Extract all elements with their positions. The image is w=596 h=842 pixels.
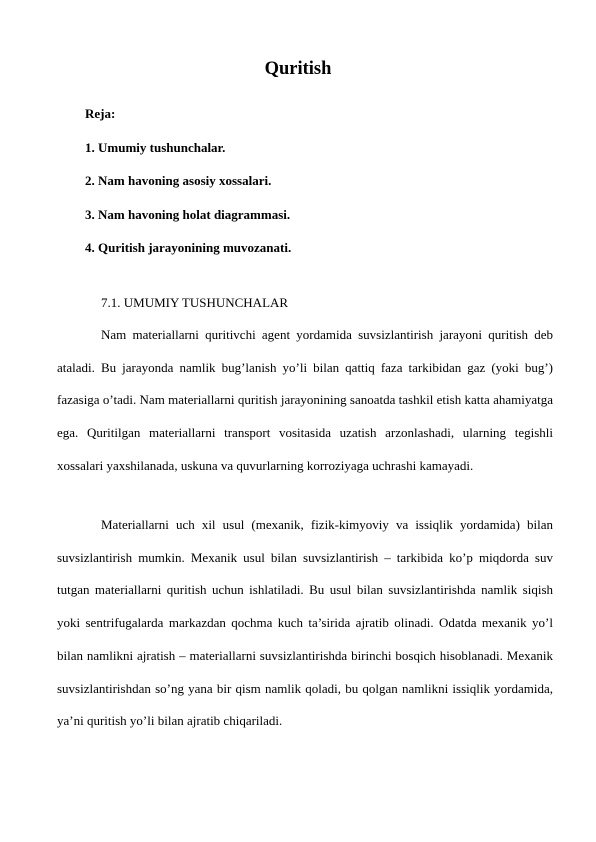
plan-heading: Reja: (85, 106, 116, 121)
body-paragraph: Materiallarni uch xil usul (mexanik, fizik-kimyoviy va issiqlik yordamida) bilan suvsizlantirish mumkin. Mexanik usul bilan suvsizlantirish – tarkibida ko’p miqdorda suv tutgan materiallarni quritish uchun ishlatiladi. Bu usul bilan suvsizlantirishda namlik siqish yoki sentrifugalarda markazdan qochma kuch ta’sirida ajratib olinadi. Odatda mexanik yo’l bilan namlikni ajratish – materiallarni suvsizlantirishda birinchi bosqich hisoblanadi. Mexanik suvsizlantirishdan so’ng yana bir qism namlik qoladi, bu qolgan namlikni issiqlik yordamida, ya’ni quritish yo’li bilan ajratib chiqariladi. (57, 517, 553, 729)
plan-item: 1. Umumiy tushunchalar. (85, 139, 226, 155)
section-heading: 7.1. UMUMIY TUSHUNCHALAR (101, 295, 289, 310)
plan-list (85, 105, 291, 273)
body-paragraph: Nam materiallarni quritivchi agent yordamida suvsizlantirish jarayoni quritish deb ataladi. Bu jarayonda namlik bug’lanish yo’li bilan qattiq faza tarkibidan gaz (yoki bug’) fazasiga o’tadi. Nam materiallarni quritish jarayonining sanoatda tashkil etish katta ahamiyatga ega. Quritilgan materiallarni transport vositasida uzatish arzonlashadi, ularning tegishli xossalari yaxshilanada, uskuna va quvurlarning korroziyaga uchrashi kamayadi. (57, 327, 553, 473)
document-title: Quritish (264, 59, 332, 79)
plan-item: 4. Quritish jarayonining muvozanati. (85, 240, 292, 255)
plan-item: 2. Nam havoning asosiy xossalari. (85, 173, 272, 188)
plan-item: 3. Nam havoning holat diagrammasi. (85, 206, 291, 222)
